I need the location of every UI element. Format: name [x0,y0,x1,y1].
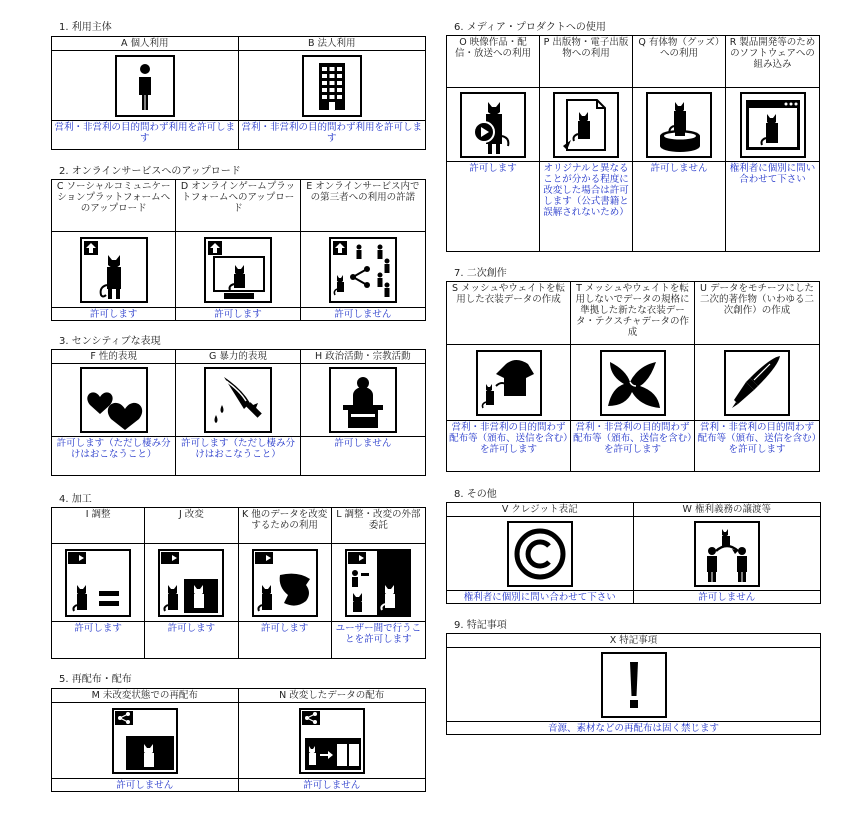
section-4-table [51,507,426,659]
section-6-title: 6. メディア・プロダクトへの使用 [454,22,606,33]
item-q-status: 許可しません [650,163,708,174]
item-c [52,180,176,320]
item-o-status: 許可します [469,163,517,174]
outsource-icon [345,549,411,617]
upload-social-icon [80,237,148,303]
item-b-header: B 法人利用 [239,37,426,51]
item-x-header: X 特記事項 [447,634,820,648]
item-h-status: 許可しません [334,438,392,449]
item-w [634,503,821,603]
item-v-header: V クレジット表記 [447,503,633,517]
item-i [52,508,145,658]
person-icon [115,55,175,117]
item-p [540,36,633,251]
item-k [239,508,332,658]
item-w-status: 許可しません [698,592,756,603]
item-t-header: T メッシュやウェイトを転用しないでデータの規格に準拠した新たな衣装データ・テクスチャデータの作成 [571,282,694,345]
item-v-status: 権利者に個別に問い合わせて下さい [463,592,616,603]
item-n-status: 許可しません [303,780,361,791]
item-l [332,508,425,658]
hearts-icon [80,367,148,433]
section-8-title: 8. その他 [454,489,497,500]
exclamation-icon [601,652,667,718]
item-j [145,508,238,658]
item-u [695,282,819,471]
section-9-title: 9. 特記事項 [454,620,507,631]
item-d-status: 許可します [214,309,262,320]
item-e [301,180,425,320]
publication-icon [553,92,619,158]
video-icon [460,92,526,158]
item-m-status: 許可しません [116,780,174,791]
item-b [239,37,426,149]
building-icon [302,55,362,117]
item-g-status: 許可します（ただし棲み分けはおこなうこと） [180,438,295,460]
item-b-status: 営利・非営利の目的問わず利用を許可します [241,122,422,144]
item-o-header: O 映像作品・配信・放送への利用 [447,36,539,88]
item-p-status: オリジナルと異なることが分かる程度に改変した場合は許可します（公式書籍と誤解されないため） [543,163,629,218]
section-5-title: 5. 再配布・配布 [59,674,132,685]
section-2-table [51,179,426,321]
item-n [239,689,426,791]
section-4-title: 4. 加工 [59,494,92,505]
item-e-status: 許可しません [334,309,392,320]
item-s-header: S メッシュやウェイトを転用した衣装データの作成 [447,282,570,345]
item-f-header: F 性的表現 [52,350,175,364]
transfer-icon [694,521,760,587]
item-m [52,689,239,791]
item-s-status: 営利・非営利の目的問わず配布等（頒布、送信を含む）を許可します [449,422,568,455]
item-d [176,180,300,320]
upload-game-icon [204,237,272,303]
goods-icon [646,92,712,158]
item-w-header: W 権利義務の譲渡等 [634,503,821,517]
section-7-table [446,281,820,472]
section-9-table [446,633,821,735]
item-k-status: 許可します [260,623,309,634]
item-l-status: ユーザー間で行うことを許可します [335,623,422,645]
item-q-header: Q 有体物（グッズ）への利用 [633,36,725,88]
texture-icon [600,350,666,416]
software-icon [740,92,806,158]
distribute-modified-icon [299,708,365,774]
section-5-table [51,688,426,792]
item-r [726,36,819,251]
section-2-title: 2. オンラインサービスへのアップロード [59,166,241,177]
item-j-status: 許可します [167,623,216,634]
item-g [176,350,300,475]
modify-icon [158,549,224,617]
item-f-status: 許可します（ただし棲み分けはおこなうこと） [56,438,171,460]
knife-icon [204,367,272,433]
item-r-status: 権利者に個別に問い合わせて下さい [729,163,816,185]
section-8-table [446,502,821,604]
item-i-header: I 調整 [52,508,144,544]
item-o [447,36,540,251]
section-3-title: 3. センシティブな表現 [59,336,161,347]
item-k-header: K 他のデータを改変するための利用 [239,508,331,544]
item-a-status: 営利・非営利の目的問わず利用を許可します [54,122,235,144]
redistribute-icon [112,708,178,774]
item-j-header: J 改変 [145,508,237,544]
item-c-header: C ソーシャルコミュニケーションプラットフォームへのアップロード [52,180,175,232]
item-u-header: U データをモチーフにした二次的著作物（いわゆる二次創作）の作成 [695,282,819,345]
item-t-status: 営利・非営利の目的問わず配布等（頒布、送信を含む）を許可します [573,422,692,455]
item-x [447,634,820,734]
item-h-header: H 政治活動・宗教活動 [301,350,425,364]
copyright-icon [507,521,573,587]
item-i-status: 許可します [74,623,122,634]
item-m-header: M 未改変状態での再配布 [52,689,238,703]
item-d-header: D オンラインゲームプラットフォームへのアップロード [176,180,299,232]
adjust-icon [65,549,131,617]
section-1-title: 1. 利用主体 [59,22,112,33]
share-third-party-icon [329,237,397,303]
item-u-status: 営利・非営利の目的問わず配布等（頒布、送信を含む）を許可します [697,422,817,455]
item-e-header: E オンラインサービス内での第三者への利用の許諾 [301,180,425,232]
item-q [633,36,726,251]
item-l-header: L 調整・改変の外部委託 [332,508,425,544]
podium-icon [329,367,397,433]
item-a-header: A 個人利用 [52,37,238,51]
section-3-table [51,349,426,476]
item-v [447,503,634,603]
item-p-header: P 出版物・電子出版物への利用 [540,36,632,88]
item-t [571,282,695,471]
section-6-table [446,35,820,252]
item-r-header: R 製品開発等のためのソフトウェアへの組み込み [726,36,819,88]
section-1-table [51,36,426,150]
item-c-status: 許可します [89,309,138,320]
item-x-status: 音源、素材などの再配布は固く禁じます [547,723,719,734]
pen-icon [724,350,790,416]
item-f [52,350,176,475]
costume-icon [476,350,542,416]
item-g-header: G 暴力的表現 [176,350,299,364]
item-a [52,37,239,149]
item-h [301,350,425,475]
reuse-data-icon [252,549,318,617]
item-s [447,282,571,471]
item-n-header: N 改変したデータの配布 [239,689,426,703]
section-7-title: 7. 二次創作 [454,268,507,279]
